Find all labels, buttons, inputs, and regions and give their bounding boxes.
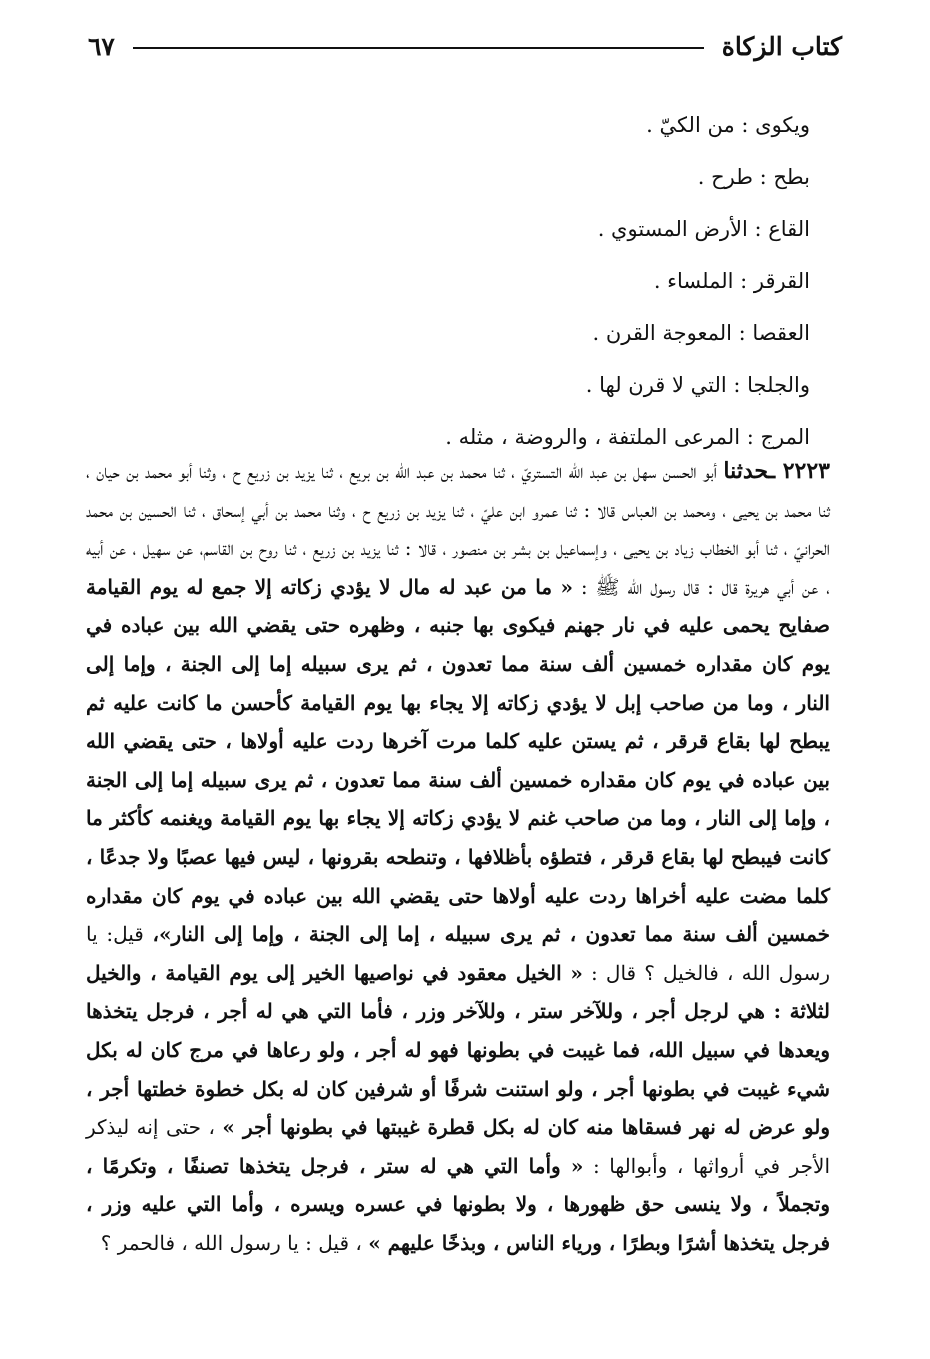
glossary-entry: المرج : المرعى الملتفة ، والروضة ، مثله . <box>445 425 810 449</box>
glossary-entry: القرقر : الملساء . <box>653 269 810 293</box>
glossary-entry: القاع : الأرض المستوي . <box>597 217 810 241</box>
glossary-entry: العقصا : المعوجة القرن . <box>592 321 810 345</box>
prophetic-quote: « ما من عبد له مال لا يؤدي زكاته إلا جمع له يوم القيامة صفايح يحمى عليه في نار جهنم فيكوى بها جنبه ، وظهره حتى يقضي الله بين عباده في يوم كان مقداره خمسين ألف سنة مما تعدون ، ثم يرى سبيله إما إلى الجنة ، وإما إلى النار ، وما من صاحب إبل لا يؤدي زكاته إلا يجاء بها يوم القيامة كأحسن ما كانت عليه ثم يبطح لها بقاع قرقر ، ثم يستن عليه كلما مرت آخرها ردت عليه أولاها ، حتى يقضي الله بين عباده في يوم كان مقداره خمسين ألف سنة مما تعدون ، ثم يرى سبيله إما إلى الجنة ، وإما إلى النار ، وما من صاحب غنم لا يؤدي زكاته إلا يجاء بها يوم القيامة ويغنمه كأكثر ما كانت فيبطح لها بقاع قرقر ، فتطؤه بأظلافها ، وتنطحه بقرونها ، ليس فيها عصبًا ولا جدعًا ، كلما مضت عليه أخراها ردت عليه أولاها حتى يقضي الله بين عباده في يوم كان مقداره خمسين ألف سنة مما تعدون ، ثم يرى سبيله ، إما إلى الجنة ، وإما إلى النار»، <box>86 574 831 947</box>
glossary-entry: بطح : طرح . <box>697 165 810 189</box>
glossary-entry: والجلجا : التي لا قرن لها . <box>585 373 810 397</box>
glossary-entry: ويكوى : من الكيّ . <box>646 113 810 137</box>
prophetic-quote: « الخيل معقود في نواصيها الخير إلى يوم القيامة ، والخيل لثلاثة : هي لرجل أجر ، وللآخر ستر ، وللآخر وزر ، فأما التي هي له أجر ، فرجل يتخذها ويعدها في سبيل الله، فما غيبت في بطونها فهو له أجر ، ولو رعاها في مرج كان له بكل شيء غيبت في بطونها أجر ، ولو استنت شرفًا أو شرفين كان له بكل خطوة خطتها أجر ، ولو عرض له نهر فسقاها منه كان له بكل قطرة غيبتها في بطونها أجر » <box>86 960 831 1140</box>
prophetic-quote: « وأما التي هي له ستر ، فرجل يتخذها تصنفًا ، وتكرمًا ، وتجملاً ، ولا ينسى حق ظهورها ، ولا بطونها في عسره ويسره ، وأما التي عليه وزر ، فرجل يتخذها أشرًا وبطرًا ، ورياء الناس ، وبذخًا عليهم » <box>86 1153 830 1255</box>
running-header <box>88 26 842 66</box>
glossary-list <box>110 102 810 466</box>
isnad: أبو الحسن سهل بن عبد الله التستريّ ، ثنا محمد بن عبد الله بن بريع ، ثنا يزيد بن زريع ح ، وثنا أبو محمد بن حيان ، ثنا محمد بن يحيى ، ومحمد بن العباس قالا : ثنا عمرو ابن عليّ ، ثنا يزيد بن زريع ح ، وثنا محمد بن أبي إسحاق ، ثنا الحسين بن محمد الحرانيّ ، ثنا أبو الخطاب زياد بن يحيى ، وإسماعيل بن بشر بن منصور ، قالا : ثنا يزيد بن زريع ، ثنا روح بن القاسم، عن سهيل ، عن أبيه ، عن أبي هريرة قال : قال رسول الله ﷺ : <box>86 459 830 599</box>
book-title: كتاب الزكاة <box>721 31 842 61</box>
hadith-text <box>86 452 830 1262</box>
page-number: ٦٧ <box>88 31 115 61</box>
narrator-note: ، حتى إنه ليذكر الأجر في أرواثها ، وأبوالها : <box>86 1115 831 1178</box>
question-text: قيل: يا رسول الله ، فالخيل ؟ قال : <box>86 922 830 985</box>
hadith-number: ٢٢٢٣ ـ <box>768 458 830 484</box>
haddathana-word: حدثنا <box>723 458 769 484</box>
question-text: ، قيل : يا رسول الله ، فالحمر ؟ <box>100 1230 362 1255</box>
header-rule <box>133 47 704 49</box>
